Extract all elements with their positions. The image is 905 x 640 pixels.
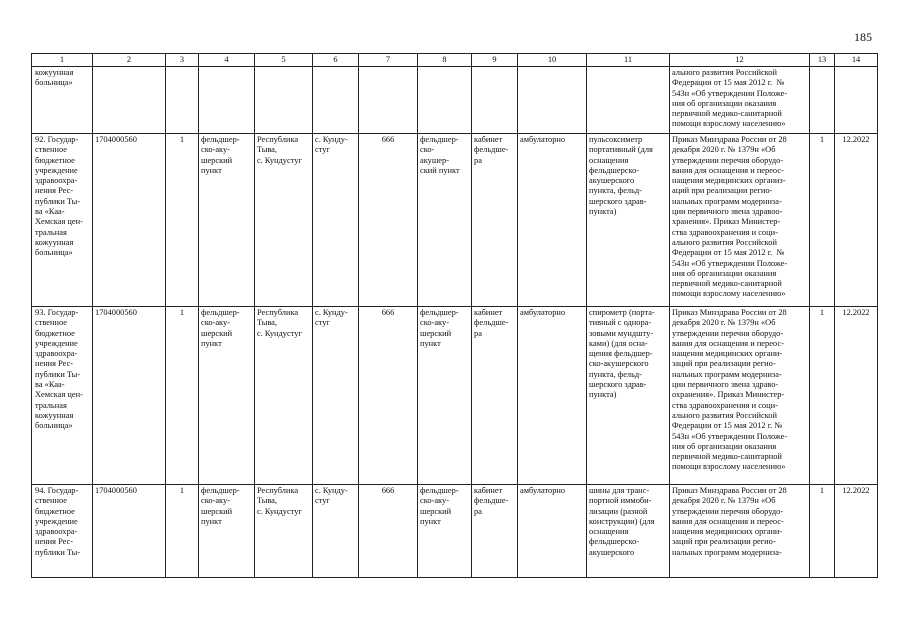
column-number: 6 bbox=[313, 54, 359, 67]
empty-cell bbox=[255, 67, 313, 134]
empty-cell bbox=[359, 67, 418, 134]
population-cell: 666 bbox=[359, 485, 418, 578]
quantity-cell: 1 bbox=[810, 134, 835, 307]
column-number: 13 bbox=[810, 54, 835, 67]
room-cell: кабинет фельдше- ра bbox=[472, 485, 518, 578]
subdivision-cell: фельдшер- ско-аку- шерский пункт bbox=[418, 485, 472, 578]
empty-cell bbox=[472, 67, 518, 134]
column-number: 11 bbox=[587, 54, 670, 67]
empty-cell bbox=[166, 67, 199, 134]
population-cell: 666 bbox=[359, 307, 418, 485]
count-cell: 1 bbox=[166, 134, 199, 307]
date-cell: 12.2022 bbox=[835, 485, 878, 578]
empty-cell bbox=[518, 67, 587, 134]
institution-cell: 94. Государ- ственное бюджетное учреждение здравоохра- нения Рес- публики Ты- bbox=[32, 485, 93, 578]
room-cell: кабинет фельдше- ра bbox=[472, 134, 518, 307]
equipment-table bbox=[31, 53, 878, 578]
population-cell: 666 bbox=[359, 134, 418, 307]
care-type-cell: амбулаторно bbox=[518, 307, 587, 485]
settlement-cell: с. Кунду- стуг bbox=[313, 485, 359, 578]
table-row bbox=[32, 485, 878, 578]
column-number: 5 bbox=[255, 54, 313, 67]
equipment-cell: шины для транс- портной иммоби- лизации (разной конструкции) (для оснащения фельдшерско- акушерского bbox=[587, 485, 670, 578]
code-cell: 1704000560 bbox=[93, 134, 166, 307]
institution-cell: 92. Государ- ственное бюджетное учреждение здравоохра- нения Рес- публики Ты- ва «Каа- Хемская цен- тральная кожуунная больница» bbox=[32, 134, 93, 307]
count-cell: 1 bbox=[166, 485, 199, 578]
institution-cell: 93. Государ- ственное бюджетное учреждение здравоохра- нения Рес- публики Ты- ва «Каа- Хемская цен- тральная кожуунная больница» bbox=[32, 307, 93, 485]
empty-cell bbox=[199, 67, 255, 134]
code-cell: 1704000560 bbox=[93, 485, 166, 578]
column-number: 9 bbox=[472, 54, 518, 67]
unit-type-cell: фельдшер- ско-аку- шерский пункт bbox=[199, 134, 255, 307]
column-number: 7 bbox=[359, 54, 418, 67]
room-cell: кабинет фельдше- ра bbox=[472, 307, 518, 485]
column-number: 4 bbox=[199, 54, 255, 67]
settlement-cell: с. Кунду- стуг bbox=[313, 307, 359, 485]
address-cell: Республика Тыва, с. Кундустуг bbox=[255, 134, 313, 307]
care-type-cell: амбулаторно bbox=[518, 485, 587, 578]
basis-cell: Приказ Минздрава России от 28 декабря 2020 г. № 1379н «Об утверждении перечня оборудо- вания для оснащения и переос- нащения медицинских органи- заций при реализации регио- нальных программ модерниза- ции первичного звена здраво- охранения». Приказ Министер- ства здравоохранения и соци- ального развития Российской Федерации от 15 мая 2012 г. № 543н «Об утверждении Положе- ния об организации оказания первичной медико-санитарной помощи взрослому населению» bbox=[670, 307, 810, 485]
column-number: 3 bbox=[166, 54, 199, 67]
unit-type-cell: фельдшер- ско-аку- шерский пункт bbox=[199, 485, 255, 578]
address-cell: Республика Тыва, с. Кундустуг bbox=[255, 485, 313, 578]
table-row bbox=[32, 307, 878, 485]
table-row bbox=[32, 134, 878, 307]
equipment-cell: пульсоксиметр портативный (для оснащения фельдшерско- акушерского пункта, фельд- шерского здрав- пункта) bbox=[587, 134, 670, 307]
empty-cell bbox=[313, 67, 359, 134]
column-number: 2 bbox=[93, 54, 166, 67]
subdivision-cell: фельдшер- ско-аку- шерский пункт bbox=[418, 307, 472, 485]
quantity-cell: 1 bbox=[810, 485, 835, 578]
basis-cell: ального развития Российской Федерации от 15 мая 2012 г. № 543н «Об утверждении Положе- ния об организации оказания первичной медико-санитарной помощи взрослому населению» bbox=[670, 67, 810, 134]
column-number-row bbox=[32, 54, 878, 67]
empty-cell bbox=[418, 67, 472, 134]
settlement-cell: с. Кунду- стуг bbox=[313, 134, 359, 307]
quantity-cell: 1 bbox=[810, 307, 835, 485]
equipment-cell: спирометр (порта- тивный с однора- зовыми мундшту- ками) (для осна- щения фельдшер- ско-акушерского пункта, фельд- шерского здрав- пункта) bbox=[587, 307, 670, 485]
column-number: 10 bbox=[518, 54, 587, 67]
date-cell: 12.2022 bbox=[835, 307, 878, 485]
column-number: 1 bbox=[32, 54, 93, 67]
empty-cell bbox=[835, 67, 878, 134]
column-number: 14 bbox=[835, 54, 878, 67]
count-cell: 1 bbox=[166, 307, 199, 485]
column-number: 12 bbox=[670, 54, 810, 67]
address-cell: Республика Тыва, с. Кундустуг bbox=[255, 307, 313, 485]
page-number: 185 bbox=[854, 30, 872, 44]
basis-cell: Приказ Минздрава России от 28 декабря 2020 г. № 1379н «Об утверждении перечня оборудо- вания для оснащения и переос- нащения медицинских организ- аций при реализации регио- нальных программ модерниза- ции первичного звена здравоо- хранения». Приказ Министер- ства здравоохранения и соци- ального развития Российской Федерации от 15 мая 2012 г. № 543н «Об утверждении Положе- ния об организации оказания первичной медико-санитарной помощи взрослому населению» bbox=[670, 134, 810, 307]
date-cell: 12.2022 bbox=[835, 134, 878, 307]
continued-row bbox=[32, 67, 878, 134]
institution-cell: кожуунная больница» bbox=[32, 67, 93, 134]
unit-type-cell: фельдшер- ско-аку- шерский пункт bbox=[199, 307, 255, 485]
empty-cell bbox=[93, 67, 166, 134]
subdivision-cell: фельдшер- ско- акушер- ский пункт bbox=[418, 134, 472, 307]
empty-cell bbox=[587, 67, 670, 134]
code-cell: 1704000560 bbox=[93, 307, 166, 485]
basis-cell: Приказ Минздрава России от 28 декабря 2020 г. № 1379н «Об утверждении перечня оборудо- вания для оснащения и переос- нащения медицинских органи- заций при реализации регио- нальных программ модерниза- bbox=[670, 485, 810, 578]
column-number: 8 bbox=[418, 54, 472, 67]
care-type-cell: амбулаторно bbox=[518, 134, 587, 307]
empty-cell bbox=[810, 67, 835, 134]
